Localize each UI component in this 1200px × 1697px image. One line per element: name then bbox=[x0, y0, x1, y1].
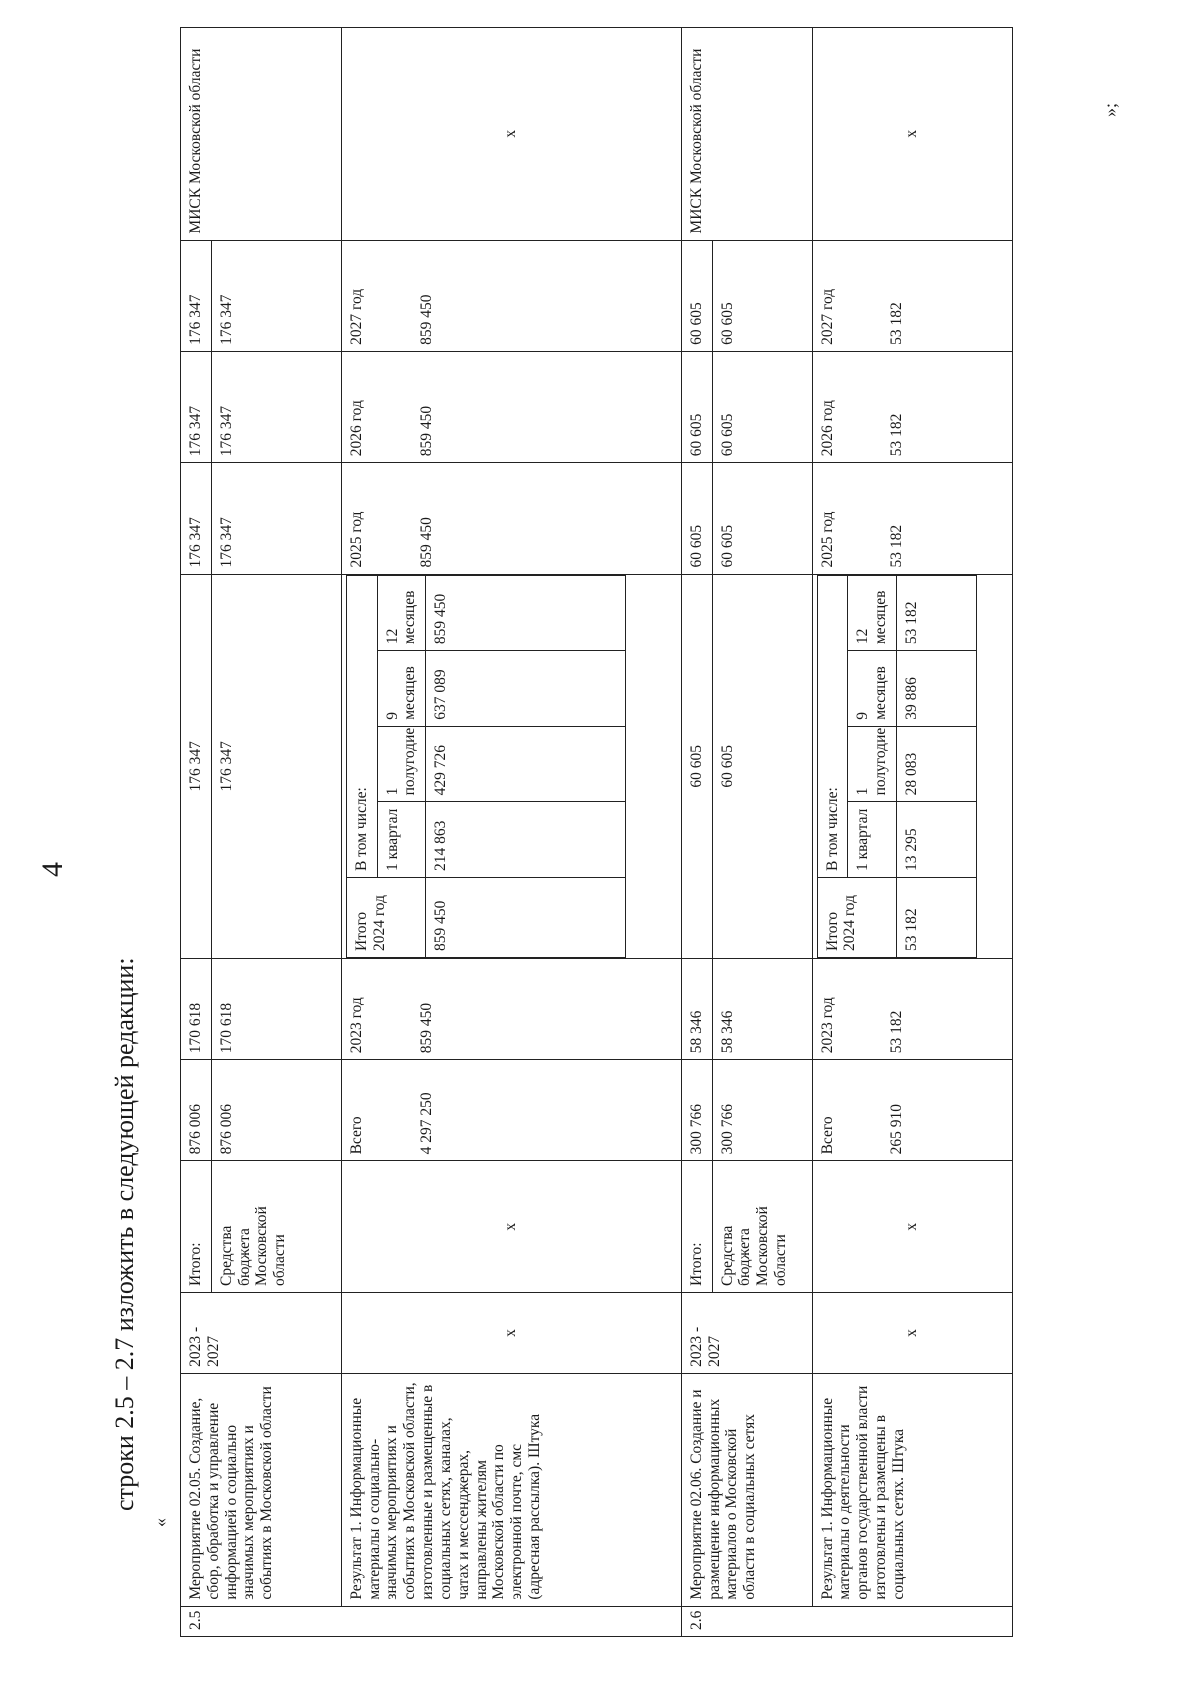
m9-header: 9 месяцев bbox=[848, 651, 897, 727]
result-2027-cell bbox=[341, 240, 681, 351]
executor: МИСК Московской области bbox=[681, 28, 812, 241]
source-2025: 60 605 bbox=[712, 463, 812, 574]
q1-header: 1 квартал bbox=[848, 802, 897, 878]
total-all: 876 006 bbox=[181, 1060, 212, 1161]
total-label: Итого: bbox=[681, 1161, 712, 1293]
result-executor: х bbox=[812, 28, 1012, 241]
source-2025: 176 347 bbox=[211, 463, 341, 574]
m9-header: 9 месяцев bbox=[377, 651, 426, 727]
result-source: х bbox=[812, 1161, 1012, 1293]
result-2027-value: 53 182 bbox=[888, 302, 906, 345]
table-row bbox=[681, 28, 712, 1637]
quote-open: « bbox=[150, 1518, 170, 1527]
result-total-value: 4 297 250 bbox=[417, 1092, 435, 1155]
result-2027-header: 2027 год bbox=[818, 288, 836, 345]
source-2026: 176 347 bbox=[211, 351, 341, 462]
total-2025: 176 347 bbox=[181, 463, 212, 574]
result-2023-header: 2023 год bbox=[818, 997, 836, 1054]
result-2026-header: 2026 год bbox=[347, 400, 365, 457]
table-row bbox=[181, 28, 212, 1637]
funding-source: Средства бюджета Московской области bbox=[211, 1161, 341, 1293]
table-row bbox=[341, 28, 681, 1637]
source-2023: 170 618 bbox=[211, 959, 341, 1060]
result-2026-value: 53 182 bbox=[888, 413, 906, 457]
funding-source: Средства бюджета Московской области bbox=[712, 1161, 812, 1293]
itogo-header: Итого 2024 год bbox=[346, 878, 425, 958]
page-number: 4 bbox=[36, 862, 69, 877]
source-2024: 60 605 bbox=[712, 574, 812, 959]
result-2025-header: 2025 год bbox=[347, 511, 365, 568]
result-name: Результат 1. Информационные материалы о социально-значимых мероприятиях и событиях в Московской области, изготовленные и размещенные в социальных сетях, каналах, чатах и мессенджерах, направлены жителям Московской области по электронной почте, смс (адресная рассылка). Штука bbox=[341, 1373, 681, 1606]
result-total-header: Всего bbox=[818, 1116, 836, 1155]
total-2025: 60 605 bbox=[681, 463, 712, 574]
total-2023: 58 346 bbox=[681, 959, 712, 1060]
result-2025-cell bbox=[341, 463, 681, 574]
h1-value: 28 083 bbox=[897, 726, 977, 802]
h1-header: 1 полугодие bbox=[848, 726, 897, 802]
source-all: 300 766 bbox=[712, 1060, 812, 1161]
m12-value: 53 182 bbox=[897, 575, 977, 651]
total-2027: 176 347 bbox=[181, 240, 212, 351]
m12-value: 859 450 bbox=[426, 575, 626, 651]
result-2026-cell bbox=[341, 351, 681, 462]
quote-close: »; bbox=[1100, 102, 1120, 117]
result-2025-value: 859 450 bbox=[417, 517, 435, 568]
source-all: 876 006 bbox=[211, 1060, 341, 1161]
h1-header: 1 полугодие bbox=[377, 726, 426, 802]
total-2027: 60 605 bbox=[681, 240, 712, 351]
itogo-value: 53 182 bbox=[897, 878, 977, 958]
row-number: 2.5 bbox=[181, 1606, 682, 1636]
result-2027-value: 859 450 bbox=[417, 294, 435, 345]
itogo-header: Итого 2024 год bbox=[817, 878, 896, 958]
q1-value: 13 295 bbox=[897, 802, 977, 878]
source-2027: 60 605 bbox=[712, 240, 812, 351]
total-2023: 170 618 bbox=[181, 959, 212, 1060]
source-2027: 176 347 bbox=[211, 240, 341, 351]
result-period: х bbox=[812, 1292, 1012, 1373]
source-2023: 58 346 bbox=[712, 959, 812, 1060]
result-2025-cell bbox=[812, 463, 1012, 574]
source-2026: 60 605 bbox=[712, 351, 812, 462]
result-2023-cell bbox=[812, 959, 1012, 1060]
row-number: 2.6 bbox=[681, 1606, 1012, 1636]
period: 2023 - 2027 bbox=[681, 1292, 812, 1373]
total-2026: 176 347 bbox=[181, 351, 212, 462]
result-2023-value: 859 450 bbox=[417, 1002, 435, 1054]
table-row bbox=[812, 28, 1012, 1637]
result-2024-cell bbox=[812, 574, 1012, 959]
result-2026-header: 2026 год bbox=[818, 400, 836, 457]
quarter-breakdown bbox=[817, 575, 977, 959]
amendment-heading: строки 2.5 – 2.7 изложить в следующей редакции: bbox=[110, 957, 139, 1511]
h1-value: 429 726 bbox=[426, 726, 626, 802]
result-2023-cell bbox=[341, 959, 681, 1060]
result-2024-cell bbox=[341, 574, 681, 959]
result-total-cell bbox=[812, 1060, 1012, 1161]
q1-header: 1 квартал bbox=[377, 802, 426, 878]
total-2026: 60 605 bbox=[681, 351, 712, 462]
result-period: х bbox=[341, 1292, 681, 1373]
result-total-cell bbox=[341, 1060, 681, 1161]
result-2026-cell bbox=[812, 351, 1012, 462]
result-2023-value: 53 182 bbox=[888, 1010, 906, 1054]
total-2024: 176 347 bbox=[181, 574, 212, 959]
result-executor: х bbox=[341, 28, 681, 241]
result-name: Результат 1. Информационные материалы о деятельности органов государственной власти изготовлены и размещены в социальных сетях. Штука bbox=[812, 1373, 1012, 1606]
result-total-header: Всего bbox=[347, 1116, 365, 1155]
m9-value: 637 089 bbox=[426, 651, 626, 727]
period: 2023 - 2027 bbox=[181, 1292, 342, 1373]
m12-header: 12 месяцев bbox=[377, 575, 426, 651]
result-2023-header: 2023 год bbox=[347, 997, 365, 1054]
program-table bbox=[180, 27, 1013, 1637]
result-2026-value: 859 450 bbox=[417, 405, 435, 457]
total-2024: 60 605 bbox=[681, 574, 712, 959]
m9-value: 39 886 bbox=[897, 651, 977, 727]
total-all: 300 766 bbox=[681, 1060, 712, 1161]
incl-header: В том числе: bbox=[817, 575, 848, 878]
total-label: Итого: bbox=[181, 1161, 212, 1293]
m12-header: 12 месяцев bbox=[848, 575, 897, 651]
result-2027-cell bbox=[812, 240, 1012, 351]
measure-name: Мероприятие 02.05. Создание, сбор, обработка и управление информацией о социально значимых мероприятиях и событиях в Московской области bbox=[181, 1373, 342, 1606]
result-total-value: 265 910 bbox=[888, 1104, 906, 1155]
result-source: х bbox=[341, 1161, 681, 1293]
itogo-value: 859 450 bbox=[426, 878, 626, 958]
quarter-breakdown bbox=[346, 575, 626, 959]
result-2027-header: 2027 год bbox=[347, 288, 365, 345]
incl-header: В том числе: bbox=[346, 575, 377, 878]
result-2025-header: 2025 год bbox=[818, 511, 836, 568]
source-2024: 176 347 bbox=[211, 574, 341, 959]
measure-name: Мероприятие 02.06. Создание и размещение информационных материалов о Московской области в социальных сетях bbox=[681, 1373, 812, 1606]
q1-value: 214 863 bbox=[426, 802, 626, 878]
executor: МИСК Московской области bbox=[181, 28, 342, 241]
result-2025-value: 53 182 bbox=[888, 524, 906, 568]
